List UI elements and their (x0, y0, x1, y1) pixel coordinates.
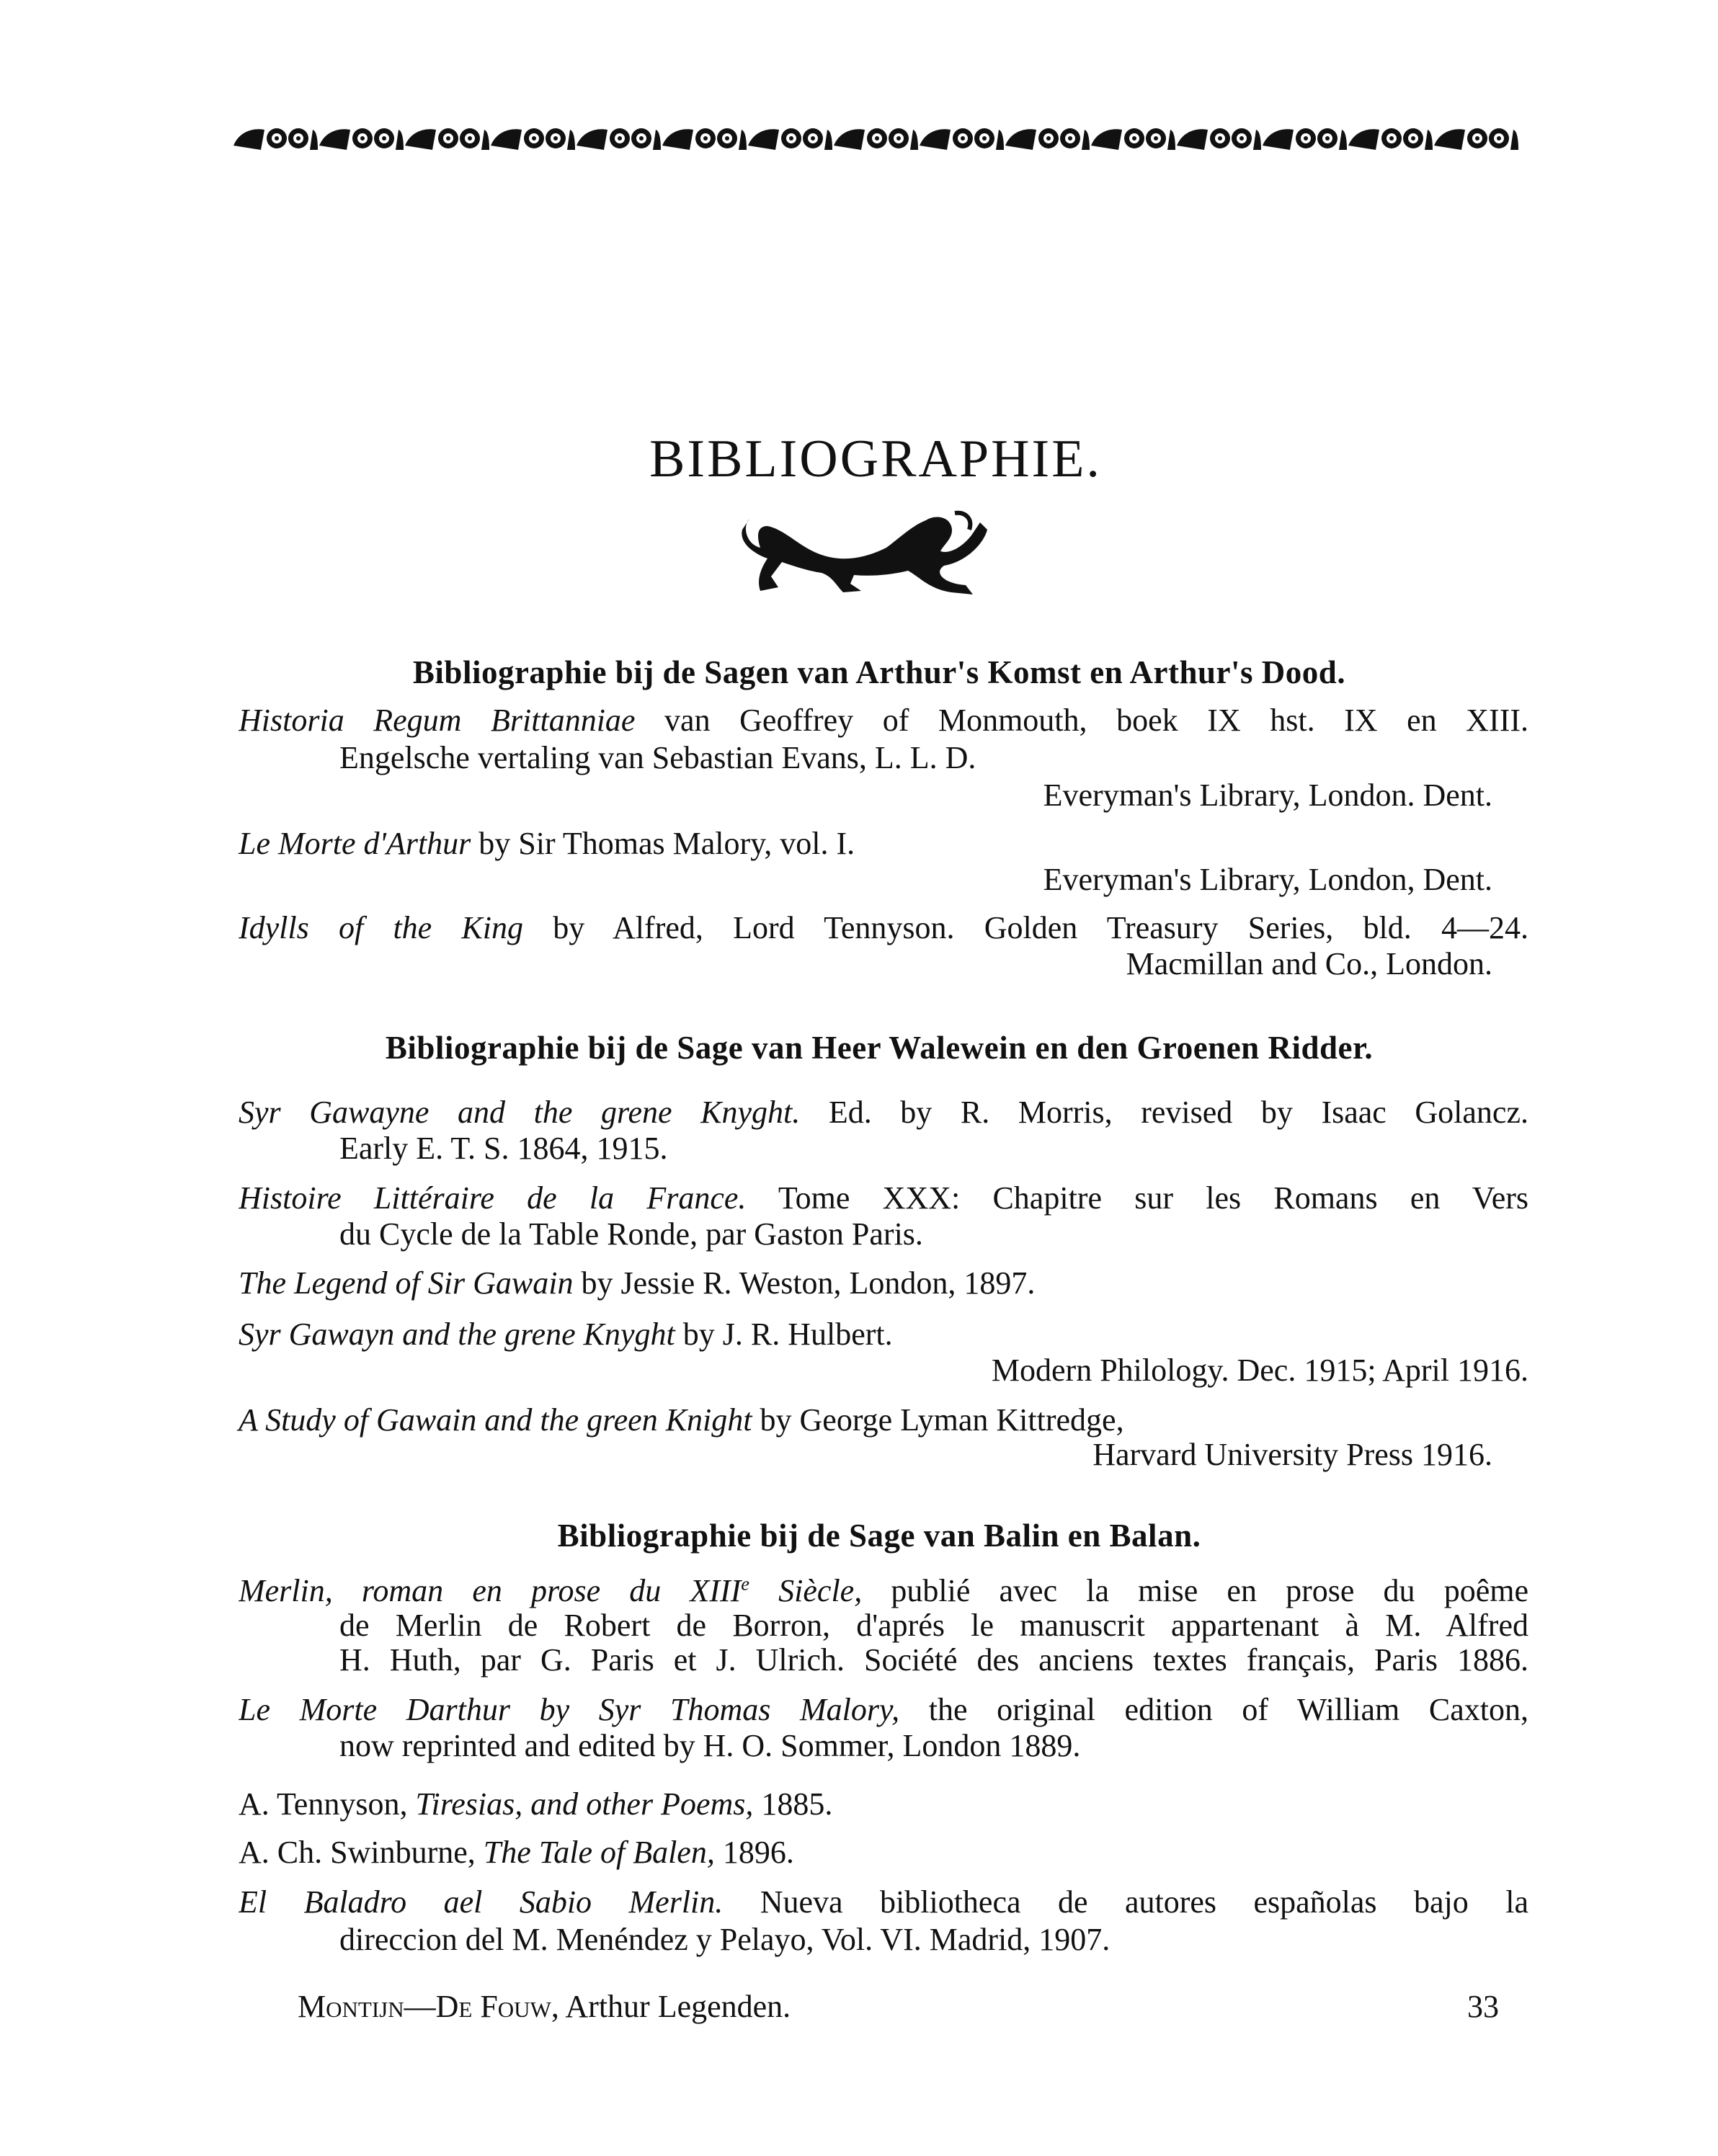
bibliography-entry-continuation (0, 861, 1492, 899)
entry-text: Engelsche vertaling van Sebastian Evans, L. L. D. (339, 740, 976, 775)
bibliography-entry (239, 1316, 893, 1353)
border-motif (319, 128, 404, 150)
bibliography-entry (239, 1572, 1528, 1610)
border-motif (1434, 128, 1518, 150)
entry-text: 1896. (714, 1835, 794, 1870)
bibliography-entry (239, 1834, 794, 1871)
bibliography-entry-continuation (0, 945, 1492, 983)
border-motif (1263, 128, 1347, 150)
bibliography-entry (239, 1691, 1528, 1729)
entry-text: Ed. by R. Morris, revised by Isaac Golancz. (800, 1095, 1528, 1130)
entry-text: 1885. (753, 1786, 833, 1822)
bibliography-entry-continuation (339, 1216, 923, 1253)
entry-text: the original edition of William Caxton, (899, 1692, 1528, 1727)
title-text: Le Morte d'Arthur (239, 826, 471, 861)
bibliography-entry (239, 1402, 1124, 1439)
border-motif (1177, 128, 1261, 150)
entry-text: by Alfred, Lord Tennyson. Golden Treasury Series, bld. 4—24. (523, 910, 1528, 945)
border-motif (662, 128, 747, 150)
border-motif (920, 128, 1004, 150)
bibliography-entry (239, 1180, 1528, 1217)
bibliography-entry (239, 909, 1528, 947)
title-text: Syr Gawayne and the grene Knyght. (239, 1095, 801, 1130)
footer-authors: Montijn—De Fouw, (298, 1989, 559, 2024)
title-text: Siècle, (749, 1573, 863, 1608)
entry-text: Early E. T. S. 1864, 1915. (339, 1131, 668, 1166)
title-text: Le Morte Darthur by Syr Thomas Malory, (239, 1692, 900, 1727)
entry-text: H. Huth, par G. Paris et J. Ulrich. Société des anciens textes français, Paris 1886. (339, 1642, 1528, 1678)
title-text: Syr Gawayn and the grene Knyght (239, 1317, 675, 1352)
title-text: e (741, 1572, 750, 1595)
entry-text: direccion del M. Menéndez y Pelayo, Vol. VI. Madrid, 1907. (339, 1922, 1111, 1957)
page-title: BIBLIOGRAPHIE. (649, 429, 1102, 489)
title-text: Merlin, roman en prose du XIII (239, 1573, 742, 1608)
bibliography-entry-continuation (339, 1642, 1528, 1679)
border-motif (491, 128, 575, 150)
footer-book-title: Arthur Legenden. (558, 1989, 791, 2024)
bibliography-entry-continuation (0, 1436, 1492, 1474)
bibliography-entry (239, 702, 1528, 739)
page-number: 33 (1467, 1989, 1499, 2024)
bibliography-entry (239, 1884, 1528, 1921)
bibliography-entry-continuation (0, 777, 1492, 814)
entry-text: de Merlin de Robert de Borron, d'aprés le manuscrit appartenant à M. Alfred (339, 1608, 1528, 1643)
entry-text: Nueva bibliotheca de autores españolas bajo la (723, 1884, 1528, 1920)
bibliography-entry (239, 825, 855, 863)
entry-text: by J. R. Hulbert. (675, 1317, 893, 1352)
section-heading: Bibliographie bij de Sage van Heer Walewein en den Groenen Ridder. (385, 1030, 1374, 1066)
entry-text: A. Tennyson, (239, 1786, 416, 1822)
ornamental-border (232, 124, 1518, 153)
bibliography-entry-continuation (0, 1352, 1528, 1389)
entry-text: van Geoffrey of Monmouth, boek IX hst. IX en XIII. (635, 703, 1528, 738)
border-motif (577, 128, 661, 150)
entry-text: du Cycle de la Table Ronde, par Gaston Paris. (339, 1216, 923, 1252)
bibliography-entry-continuation (339, 1727, 1080, 1765)
bibliography-entry (239, 1094, 1528, 1131)
section-heading: Bibliographie bij de Sagen van Arthur's Komst en Arthur's Dood. (412, 654, 1346, 690)
border-motif (405, 128, 489, 150)
entry-text: Everyman's Library, London, Dent. (1043, 862, 1492, 897)
entry-text: Everyman's Library, London. Dent. (1043, 778, 1492, 813)
running-footer (298, 1988, 791, 2026)
entry-text: by George Lyman Kittredge, (752, 1402, 1124, 1438)
border-motif (1091, 128, 1175, 150)
bibliography-entry-continuation (339, 1130, 667, 1167)
border-motif (1005, 128, 1090, 150)
entry-text: Modern Philology. Dec. 1915; April 1916. (991, 1353, 1528, 1388)
title-text: A Study of Gawain and the green Knight (239, 1402, 752, 1438)
bibliography-entry-continuation (339, 1921, 1110, 1959)
bibliography-entry (239, 1265, 1035, 1302)
border-motif (233, 128, 318, 150)
entry-text: Macmillan and Co., London. (1126, 946, 1492, 981)
entry-text: publié avec la mise en prose du poême (862, 1573, 1528, 1608)
entry-text: by Sir Thomas Malory, vol. I. (471, 826, 855, 861)
section-heading: Bibliographie bij de Sage van Balin en Balan. (557, 1518, 1201, 1554)
title-text: Tiresias, and other Poems, (415, 1786, 754, 1822)
title-text: Histoire Littéraire de la France. (239, 1180, 747, 1216)
title-text: The Tale of Balen, (483, 1835, 715, 1870)
title-text: El Baladro ael Sabio Merlin. (239, 1884, 724, 1920)
entry-text: by Jessie R. Weston, London, 1897. (573, 1265, 1036, 1301)
lion-vignette-icon (735, 504, 1016, 598)
border-motif (1348, 128, 1433, 150)
title-text: The Legend of Sir Gawain (239, 1265, 574, 1301)
entry-text: now reprinted and edited by H. O. Sommer, London 1889. (339, 1728, 1081, 1763)
entry-text: Harvard University Press 1916. (1092, 1437, 1492, 1472)
title-text: Historia Regum Brittanniae (239, 703, 636, 738)
entry-text: Tome XXX: Chapitre sur les Romans en Vers (746, 1180, 1528, 1216)
entry-text: A. Ch. Swinburne, (239, 1835, 484, 1870)
bibliography-entry-continuation (339, 739, 976, 777)
bibliography-entry (239, 1786, 832, 1823)
border-motif (834, 128, 918, 150)
bibliography-entry-continuation (339, 1607, 1528, 1644)
border-motif (748, 128, 832, 150)
title-text: Idylls of the King (239, 910, 523, 945)
